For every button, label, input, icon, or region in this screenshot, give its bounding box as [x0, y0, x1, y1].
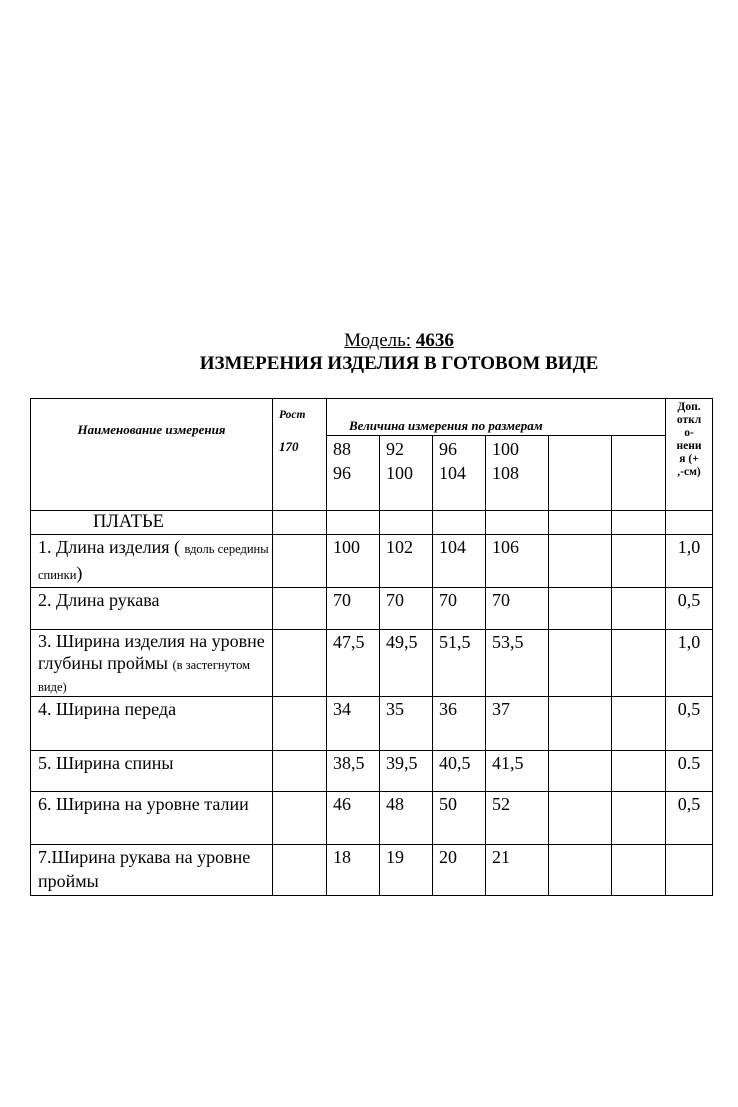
deviation-header-line: о- — [684, 427, 694, 439]
measurements-table — [30, 398, 713, 896]
measurement-name — [31, 792, 273, 845]
value-cell: 36 — [433, 697, 486, 751]
height-cell — [273, 792, 327, 845]
value-cell: 37 — [486, 697, 549, 751]
size-bottom: 108 — [492, 463, 519, 483]
measurement-name — [31, 751, 273, 792]
value-cell — [549, 535, 612, 588]
col-deviation-header — [666, 399, 713, 511]
value-cell: 20 — [433, 845, 486, 896]
value-cell: 48 — [380, 792, 433, 845]
size-top: 96 — [439, 439, 457, 459]
measurement-note-close: ) — [76, 563, 83, 583]
value-cell: 47,5 — [327, 630, 380, 697]
value-cell — [549, 630, 612, 697]
height-value: 170 — [279, 439, 299, 454]
value-cell — [612, 535, 666, 588]
size-header-cell — [486, 436, 549, 511]
measurement-name — [31, 630, 273, 697]
measurement-label: 3. Ширина изделия на уровне глубины проймы — [38, 631, 265, 673]
section-title: ПЛАТЬЕ — [31, 511, 273, 535]
deviation-cell: 0,5 — [666, 792, 713, 845]
height-cell — [273, 751, 327, 792]
table-row — [31, 535, 713, 588]
deviation-cell: 0,5 — [666, 588, 713, 630]
col-name-header-text: Наименование измерения — [77, 422, 226, 437]
deviation-cell: 0.5 — [666, 751, 713, 792]
size-bottom: 96 — [333, 463, 351, 483]
value-cell: 41,5 — [486, 751, 549, 792]
value-cell: 35 — [380, 697, 433, 751]
measurement-label: 2. Длина рукава — [38, 590, 160, 610]
deviation-cell — [666, 845, 713, 896]
size-bottom: 100 — [386, 463, 413, 483]
value-cell: 18 — [327, 845, 380, 896]
section-row — [31, 511, 713, 535]
value-cell: 53,5 — [486, 630, 549, 697]
col-name-header — [31, 399, 273, 511]
size-header-cell — [327, 436, 380, 511]
value-cell: 70 — [486, 588, 549, 630]
deviation-cell: 1,0 — [666, 535, 713, 588]
value-cell: 70 — [380, 588, 433, 630]
deviation-header-line: ,-см) — [677, 466, 701, 478]
col-height-header — [273, 399, 327, 511]
table-row — [31, 792, 713, 845]
size-header-cell — [549, 436, 612, 511]
value-cell: 46 — [327, 792, 380, 845]
height-cell — [273, 535, 327, 588]
table-row — [31, 588, 713, 630]
deviation-header-line: Доп. — [677, 401, 701, 413]
size-top: 92 — [386, 439, 404, 459]
value-cell: 19 — [380, 845, 433, 896]
table-row — [31, 751, 713, 792]
measurement-name — [31, 588, 273, 630]
value-cell: 70 — [327, 588, 380, 630]
size-header-cell — [612, 436, 666, 511]
value-cell — [549, 697, 612, 751]
value-cell: 49,5 — [380, 630, 433, 697]
value-cell: 106 — [486, 535, 549, 588]
value-cell: 50 — [433, 792, 486, 845]
measurement-name — [31, 535, 273, 588]
table-row — [31, 630, 713, 697]
table-row — [31, 845, 713, 896]
value-cell: 104 — [433, 535, 486, 588]
measurement-label: 6. Ширина на уровне талии — [38, 794, 249, 814]
col-sizes-header-text: Величина измерения по размерам — [349, 418, 543, 433]
model-line — [0, 329, 738, 353]
value-cell — [612, 792, 666, 845]
value-cell: 34 — [327, 697, 380, 751]
size-top: 100 — [492, 439, 519, 459]
value-cell: 102 — [380, 535, 433, 588]
value-cell — [549, 751, 612, 792]
model-number: 4636 — [415, 330, 454, 351]
measurement-note: вдоль середины спинки — [38, 542, 269, 582]
deviation-header-line: нени — [676, 440, 702, 452]
deviation-header-line: откл — [676, 414, 702, 426]
value-cell: 21 — [486, 845, 549, 896]
measurement-name — [31, 845, 273, 896]
value-cell — [612, 630, 666, 697]
deviation-cell: 0,5 — [666, 697, 713, 751]
value-cell — [612, 697, 666, 751]
value-cell — [549, 588, 612, 630]
measurement-note: (в застегнутом виде) — [38, 658, 251, 694]
value-cell: 38,5 — [327, 751, 380, 792]
value-cell — [612, 845, 666, 896]
col-sizes-header — [327, 399, 666, 436]
measurement-label: 1. Длина изделия ( — [38, 537, 180, 557]
value-cell: 70 — [433, 588, 486, 630]
deviation-cell: 1,0 — [666, 630, 713, 697]
height-cell — [273, 697, 327, 751]
measurement-label: 4. Ширина переда — [38, 699, 177, 719]
value-cell — [549, 792, 612, 845]
value-cell: 40,5 — [433, 751, 486, 792]
height-label: Рост — [279, 409, 306, 421]
table-row — [31, 697, 713, 751]
measurement-name — [31, 697, 273, 751]
height-cell — [273, 630, 327, 697]
size-bottom: 104 — [439, 463, 466, 483]
size-top: 88 — [333, 439, 351, 459]
value-cell — [612, 751, 666, 792]
measurement-label: 7.Ширина рукава на уровне проймы — [38, 847, 251, 891]
value-cell — [612, 588, 666, 630]
size-header-cell — [380, 436, 433, 511]
measurement-rows — [31, 535, 713, 896]
measurement-label: 5. Ширина спины — [38, 753, 174, 773]
value-cell: 39,5 — [380, 751, 433, 792]
value-cell — [549, 845, 612, 896]
col-deviation-header-text — [666, 399, 712, 479]
model-label: Модель: — [344, 330, 412, 351]
document-title: ИЗМЕРЕНИЯ ИЗДЕЛИЯ В ГОТОВОМ ВИДЕ — [199, 353, 599, 374]
height-cell — [273, 845, 327, 896]
value-cell: 51,5 — [433, 630, 486, 697]
height-cell — [273, 588, 327, 630]
size-header-cell — [433, 436, 486, 511]
value-cell: 52 — [486, 792, 549, 845]
deviation-header-line: я (+ — [679, 453, 699, 465]
value-cell: 100 — [327, 535, 380, 588]
